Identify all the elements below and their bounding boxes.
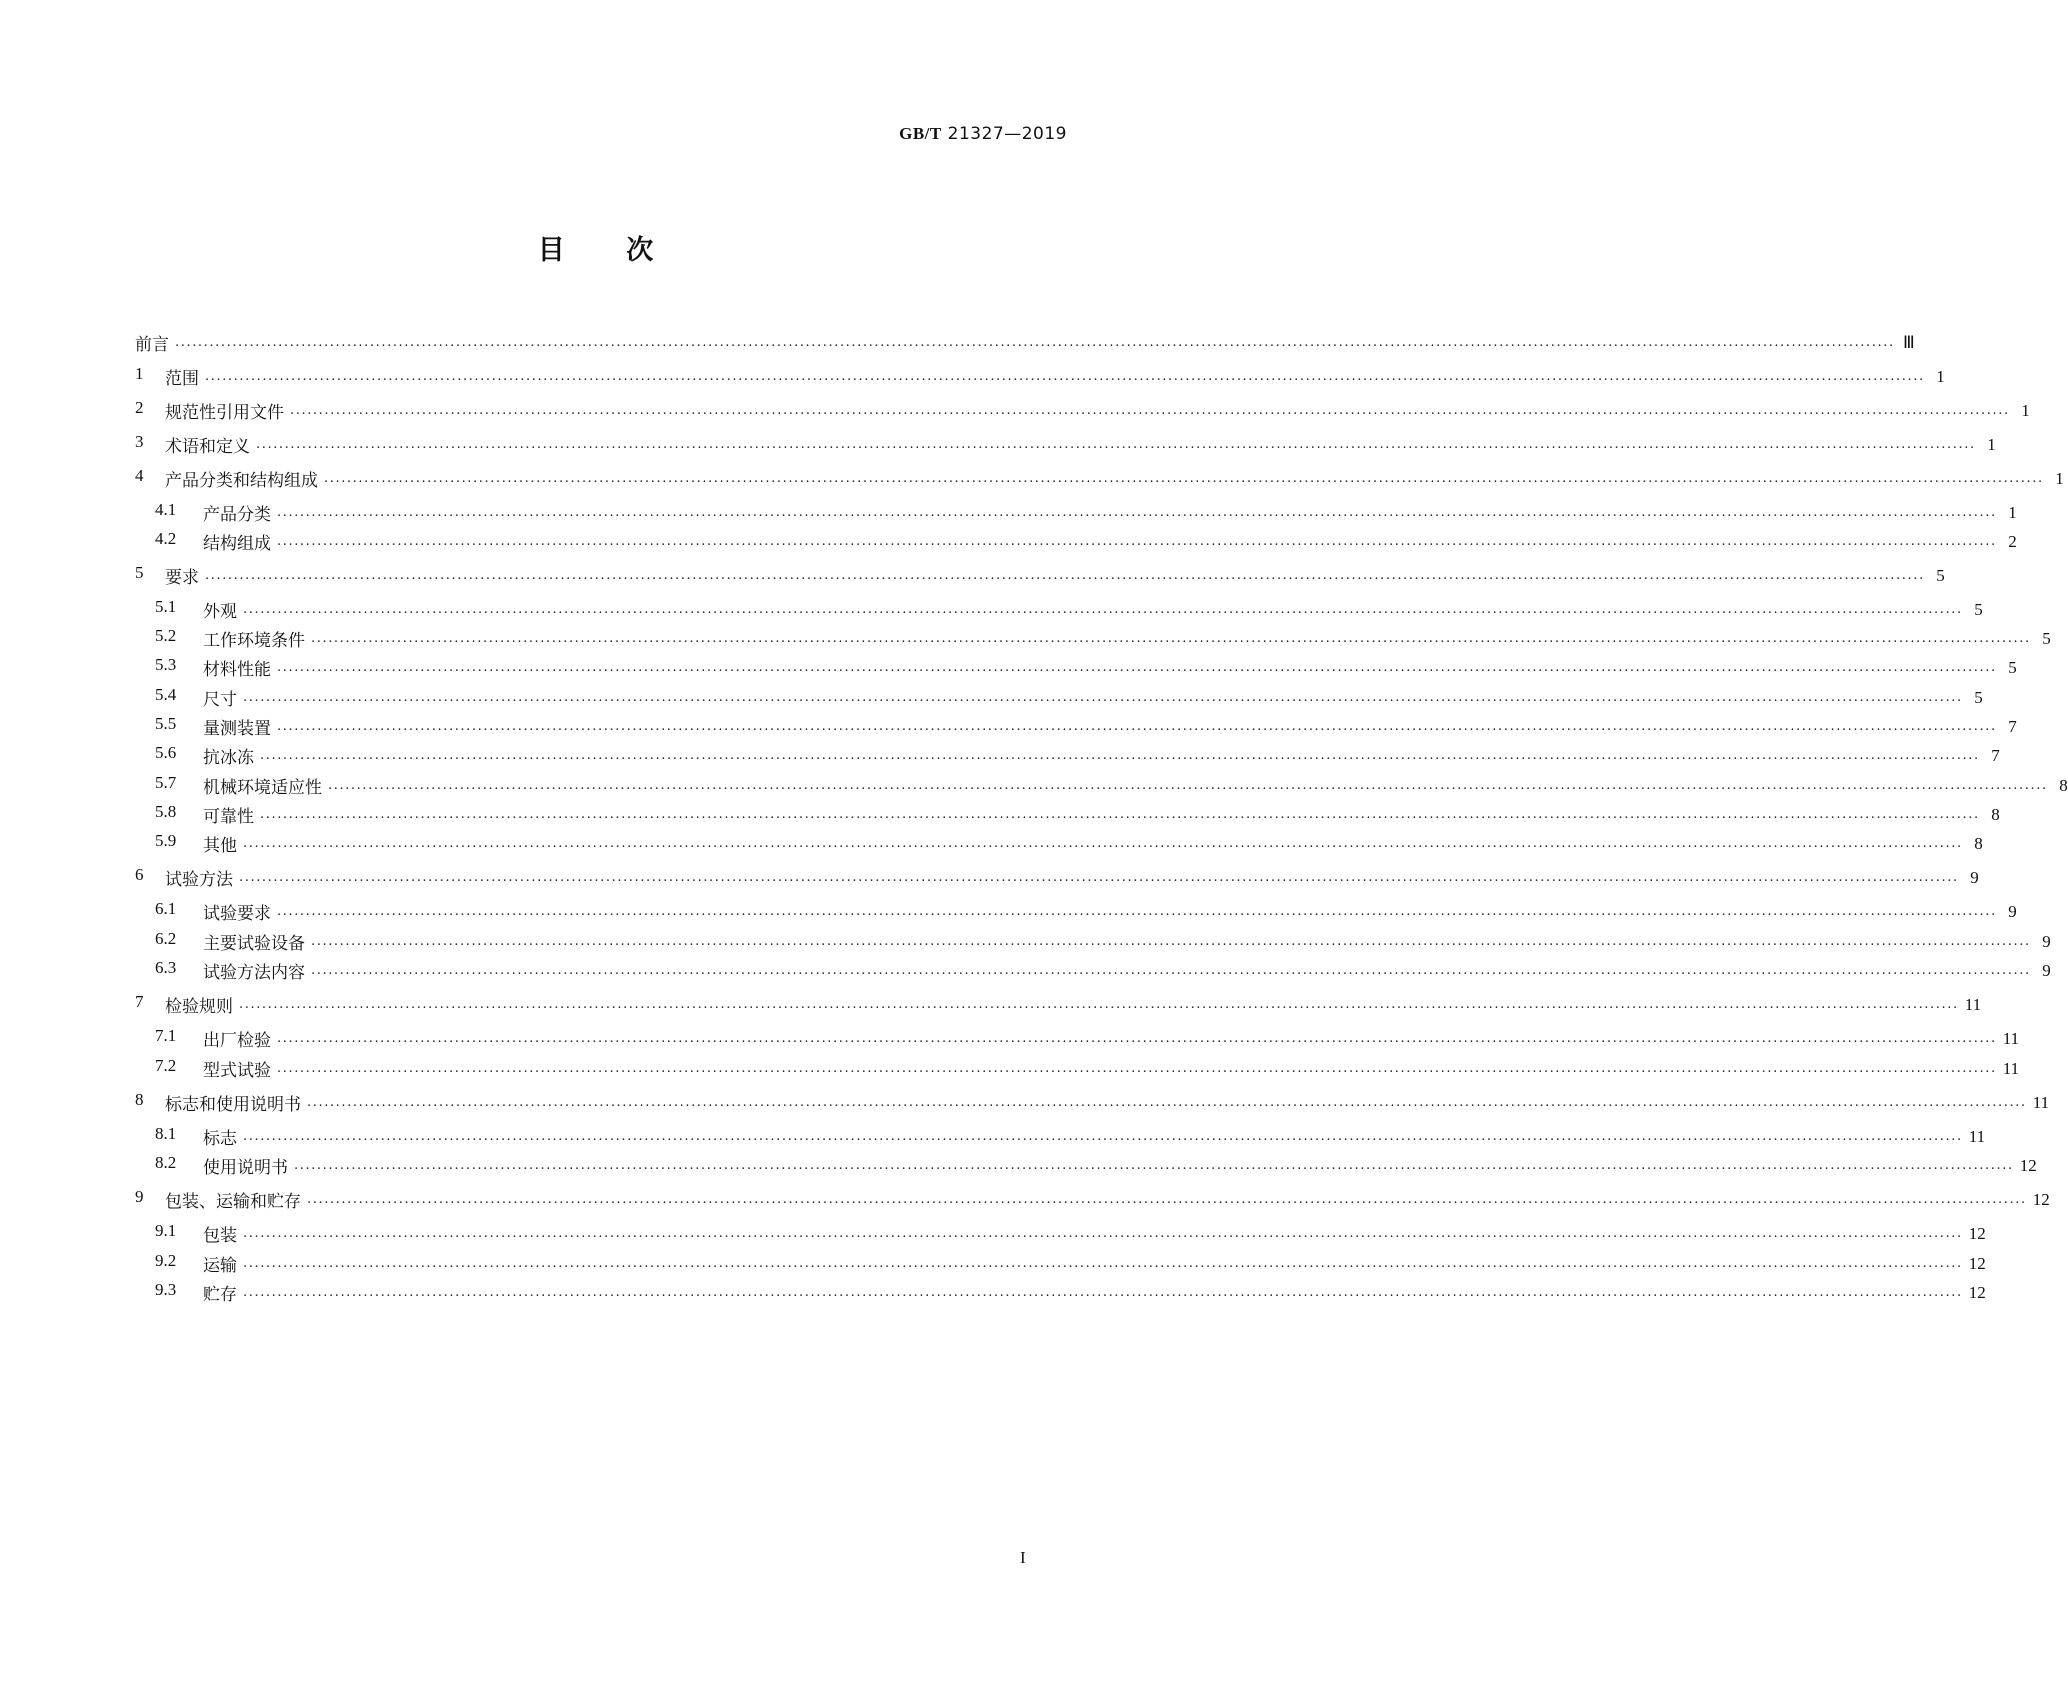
toc-entry[interactable] [135, 1056, 2020, 1081]
toc-leader-dots: ............................................................................................................................................................................................................................................................................................................ [311, 963, 2031, 978]
toc-entry-title: 标志和使用说明书 [165, 1095, 301, 1115]
toc-entry-page: 12 [1968, 1253, 1986, 1273]
toc-entry[interactable] [135, 773, 2068, 798]
toc-entry-page: 11 [2032, 1092, 2050, 1112]
toc-entry-number: 9 [135, 1187, 144, 1206]
toc-entry-title: 试验方法 [165, 870, 233, 890]
toc-entry-title: 范围 [165, 369, 199, 389]
toc-entry-page: 11 [1964, 994, 1982, 1014]
toc-entry-page: 1 [2008, 502, 2017, 522]
toc-entry-title: 标志 [203, 1129, 237, 1149]
toc-entry-page: 8 [1974, 833, 1983, 853]
toc-entry-label-group [135, 398, 284, 423]
toc-leader-dots: ............................................................................................................................................................................................................................................................................................................ [239, 870, 1959, 885]
toc-entry[interactable] [135, 432, 1996, 457]
toc-entry-label-group [155, 899, 271, 924]
toc-entry-number: 4 [135, 466, 144, 485]
toc-entry[interactable] [135, 466, 2064, 491]
toc-entry[interactable] [135, 1221, 1986, 1246]
toc-entry-number: 7 [135, 992, 144, 1011]
toc-entry-label-group [155, 773, 322, 798]
toc-entry-number: 5.6 [155, 743, 177, 762]
toc-entry-number: 9.1 [155, 1221, 177, 1240]
toc-entry-number: 7.1 [155, 1026, 177, 1045]
title-char-2: 次 [626, 235, 654, 266]
toc-entry[interactable] [135, 1280, 1986, 1305]
toc-entry-title: 术语和定义 [165, 437, 250, 457]
toc-entry-page: 1 [2021, 400, 2030, 420]
toc-entry-title: 包装、运输和贮存 [165, 1192, 301, 1212]
toc-entry-label-group [155, 929, 305, 954]
toc-entry-label-group [135, 865, 233, 890]
toc-leader-dots: ............................................................................................................................................................................................................................................................................................................ [243, 690, 1963, 705]
toc-entry-page: 9 [2008, 901, 2017, 921]
toc-entry-title: 材料性能 [203, 660, 271, 680]
toc-entry-label-group [135, 1187, 301, 1212]
toc-entry[interactable] [135, 1026, 2020, 1051]
toc-entry-label-group [155, 958, 305, 983]
toc-entry-label-group [155, 1251, 237, 1276]
toc-entry[interactable] [135, 330, 1915, 355]
toc-entry-label-group [155, 1124, 237, 1149]
toc-entry-number: 5.4 [155, 685, 177, 704]
toc-entry-title: 试验方法内容 [203, 963, 305, 983]
toc-entry[interactable] [135, 958, 2051, 983]
toc-entry[interactable] [135, 655, 2017, 680]
toc-leader-dots: ............................................................................................................................................................................................................................................................................................................ [311, 631, 2031, 646]
toc-entry-page: 1 [1936, 366, 1945, 386]
toc-leader-dots: ............................................................................................................................................................................................................................................................................................................ [277, 1031, 1997, 1046]
toc-entry-number: 5.7 [155, 773, 177, 792]
toc-entry-label-group [135, 466, 318, 491]
page-title [0, 228, 1191, 267]
toc-entry-number: 6.1 [155, 899, 177, 918]
toc-entry-title: 抗冰冻 [203, 748, 254, 768]
toc-entry-page: 7 [1991, 745, 2000, 765]
toc-entry-label-group [135, 364, 199, 389]
toc-leader-dots: ............................................................................................................................................................................................................................................................................................................ [243, 1226, 1963, 1241]
toc-entry[interactable] [135, 500, 2017, 525]
toc-entry[interactable] [135, 1251, 1986, 1276]
toc-entry-label-group [155, 529, 271, 554]
toc-leader-dots: ............................................................................................................................................................................................................................................................................................................ [277, 719, 1997, 734]
toc-entry[interactable] [135, 1153, 2037, 1178]
toc-entry-number: 5.9 [155, 831, 177, 850]
toc-leader-dots: ............................................................................................................................................................................................................................................................................................................ [328, 778, 2048, 793]
toc-entry-title: 包装 [203, 1226, 237, 1246]
toc-entry-label-group [155, 802, 254, 827]
toc-entry-page: 12 [2032, 1189, 2050, 1209]
toc-entry-label-group [155, 597, 237, 622]
toc-entry-label-group [135, 432, 250, 457]
toc-entry-number: 8.2 [155, 1153, 177, 1172]
toc-entry-number: 5.3 [155, 655, 177, 674]
toc-entry-number: 5.8 [155, 802, 177, 821]
standard-prefix: GB/T [899, 124, 942, 143]
toc-entry-number: 1 [135, 364, 144, 383]
toc-entry[interactable] [135, 992, 1982, 1017]
toc-entry-label-group [155, 1026, 271, 1051]
toc-entry-label-group [155, 1280, 237, 1305]
toc-entry-number: 4.1 [155, 500, 177, 519]
toc-entry[interactable] [135, 929, 2051, 954]
toc-entry-title: 机械环境适应性 [203, 778, 322, 798]
toc-entry[interactable] [135, 685, 1983, 710]
toc-entry-page: 9 [1970, 867, 1979, 887]
toc-entry-page: 5 [1974, 687, 1983, 707]
toc-entry-number: 9.2 [155, 1251, 177, 1270]
toc-entry-page: 8 [2059, 775, 2068, 795]
toc-leader-dots: ............................................................................................................................................................................................................................................................................................................ [243, 1285, 1963, 1300]
toc-entry-title: 试验要求 [203, 904, 271, 924]
toc-entry-number: 6 [135, 865, 144, 884]
toc-entry-number: 2 [135, 398, 144, 417]
toc-entry[interactable] [135, 597, 1983, 622]
toc-leader-dots: ............................................................................................................................................................................................................................................................................................................ [307, 1192, 2027, 1207]
toc-entry-page: 5 [1936, 565, 1945, 585]
toc-entry-number: 6.3 [155, 958, 177, 977]
toc-leader-dots: ............................................................................................................................................................................................................................................................................................................ [277, 505, 1997, 520]
title-char-1: 目 [537, 235, 565, 266]
toc-entry-label-group [155, 685, 237, 710]
toc-entry[interactable] [135, 743, 2000, 768]
toc-entry-title: 使用说明书 [203, 1158, 288, 1178]
toc-entry-title: 前言 [135, 335, 169, 355]
toc-entry-title: 要求 [165, 568, 199, 588]
toc-entry-label-group [135, 992, 233, 1017]
toc-entry-page: 12 [1968, 1282, 1986, 1302]
toc-entry-page: 9 [2042, 960, 2051, 980]
toc-entry[interactable] [135, 1090, 2050, 1115]
toc-entry[interactable] [135, 626, 2051, 651]
toc-entry-title: 规范性引用文件 [165, 403, 284, 423]
toc-entry[interactable] [135, 865, 1979, 890]
toc-leader-dots: ............................................................................................................................................................................................................................................................................................................ [324, 471, 2044, 486]
toc-entry-title: 主要试验设备 [203, 934, 305, 954]
toc-entry-title: 型式试验 [203, 1061, 271, 1081]
toc-entry-page: 5 [2042, 628, 2051, 648]
toc-leader-dots: ............................................................................................................................................................................................................................................................................................................ [294, 1158, 2014, 1173]
toc-entry-label-group [155, 1153, 288, 1178]
toc-entry[interactable] [135, 802, 2000, 827]
toc-entry[interactable] [135, 529, 2017, 554]
toc-entry-label-group [155, 655, 271, 680]
toc-entry-page: Ⅲ [1902, 332, 1915, 352]
toc-entry-page: 11 [2002, 1058, 2020, 1078]
toc-entry-title: 出厂检验 [203, 1031, 271, 1051]
standard-code [899, 124, 1067, 144]
toc-leader-dots: ............................................................................................................................................................................................................................................................................................................ [260, 807, 1980, 822]
toc-leader-dots: ............................................................................................................................................................................................................................................................................................................ [243, 836, 1963, 851]
toc-entry-page: 9 [2042, 931, 2051, 951]
toc-entry-label-group [155, 1056, 271, 1081]
toc-entry-title: 工作环境条件 [203, 631, 305, 651]
toc-entry-label-group [135, 330, 169, 355]
toc-leader-dots: ............................................................................................................................................................................................................................................................................................................ [243, 602, 1963, 617]
toc-entry-label-group [155, 743, 254, 768]
toc-entry-page: 1 [1987, 434, 1996, 454]
toc-entry-title: 运输 [203, 1256, 237, 1276]
toc-entry-label-group [135, 563, 199, 588]
standard-number: 21327—2019 [947, 124, 1067, 144]
toc-leader-dots: ............................................................................................................................................................................................................................................................................................................ [290, 403, 2010, 418]
toc-leader-dots: ............................................................................................................................................................................................................................................................................................................ [205, 568, 1925, 583]
toc-entry[interactable] [135, 563, 1945, 588]
toc-entry-number: 5.5 [155, 714, 177, 733]
toc-entry[interactable] [135, 398, 2030, 423]
toc-entry-title: 外观 [203, 602, 237, 622]
toc-entry-page: 12 [2019, 1155, 2037, 1175]
toc-entry[interactable] [135, 831, 1983, 856]
toc-entry-title: 产品分类 [203, 505, 271, 525]
page-number: I [1020, 1548, 1026, 1567]
toc-entry-label-group [155, 1221, 237, 1246]
toc-entry-page: 5 [1974, 599, 1983, 619]
toc-leader-dots: ............................................................................................................................................................................................................................................................................................................ [277, 904, 1997, 919]
toc-entry-page: 12 [1968, 1223, 1986, 1243]
toc-entry-label-group [155, 500, 271, 525]
toc-entry-number: 5 [135, 563, 144, 582]
toc-leader-dots: ............................................................................................................................................................................................................................................................................................................ [243, 1256, 1963, 1271]
toc-entry-number: 8 [135, 1090, 144, 1109]
toc-leader-dots: ............................................................................................................................................................................................................................................................................................................ [256, 437, 1976, 452]
toc-entry-title: 结构组成 [203, 534, 271, 554]
toc-entry-page: 11 [1968, 1126, 1986, 1146]
toc-entry-title: 检验规则 [165, 997, 233, 1017]
toc-entry[interactable] [135, 899, 2017, 924]
toc-entry[interactable] [135, 1124, 1986, 1149]
toc-leader-dots: ............................................................................................................................................................................................................................................................................................................ [277, 1061, 1997, 1076]
toc-entry-title: 其他 [203, 836, 237, 856]
toc-entry-label-group [155, 714, 271, 739]
toc-entry-number: 5.1 [155, 597, 177, 616]
toc-entry-number: 4.2 [155, 529, 177, 548]
toc-entry-number: 7.2 [155, 1056, 177, 1075]
toc-entry[interactable] [135, 1187, 2050, 1212]
toc-leader-dots: ............................................................................................................................................................................................................................................................................................................ [277, 534, 1997, 549]
toc-entry-number: 5.2 [155, 626, 177, 645]
toc-entry[interactable] [135, 364, 1945, 389]
toc-leader-dots: ............................................................................................................................................................................................................................................................................................................ [277, 660, 1997, 675]
toc-entry-page: 2 [2008, 531, 2017, 551]
toc-entry-page: 7 [2008, 716, 2017, 736]
toc-entry-label-group [155, 626, 305, 651]
toc-entry-label-group [135, 1090, 301, 1115]
toc-entry-number: 9.3 [155, 1280, 177, 1299]
toc-leader-dots: ............................................................................................................................................................................................................................................................................................................ [243, 1129, 1963, 1144]
toc-leader-dots: ............................................................................................................................................................................................................................................................................................................ [260, 748, 1980, 763]
toc-entry-title: 产品分类和结构组成 [165, 471, 318, 491]
toc-entry-title: 可靠性 [203, 807, 254, 827]
toc-entry-page: 8 [1991, 804, 2000, 824]
toc-entry-label-group [155, 831, 237, 856]
toc-leader-dots: ............................................................................................................................................................................................................................................................................................................ [239, 997, 1959, 1012]
toc-entry-title: 贮存 [203, 1285, 237, 1305]
toc-entry-page: 11 [2002, 1028, 2020, 1048]
toc-entry-number: 3 [135, 432, 144, 451]
toc-entry-number: 6.2 [155, 929, 177, 948]
toc-leader-dots: ............................................................................................................................................................................................................................................................................................................ [311, 934, 2031, 949]
toc-leader-dots: ............................................................................................................................................................................................................................................................................................................ [175, 335, 1895, 350]
toc-leader-dots: ............................................................................................................................................................................................................................................................................................................ [205, 369, 1925, 384]
toc-entry[interactable] [135, 714, 2017, 739]
toc-entry-page: 5 [2008, 657, 2017, 677]
toc-leader-dots: ............................................................................................................................................................................................................................................................................................................ [307, 1095, 2027, 1110]
toc-entry-title: 量测装置 [203, 719, 271, 739]
toc-entry-title: 尺寸 [203, 690, 237, 710]
toc-entry-number: 8.1 [155, 1124, 177, 1143]
toc-entry-page: 1 [2055, 468, 2064, 488]
